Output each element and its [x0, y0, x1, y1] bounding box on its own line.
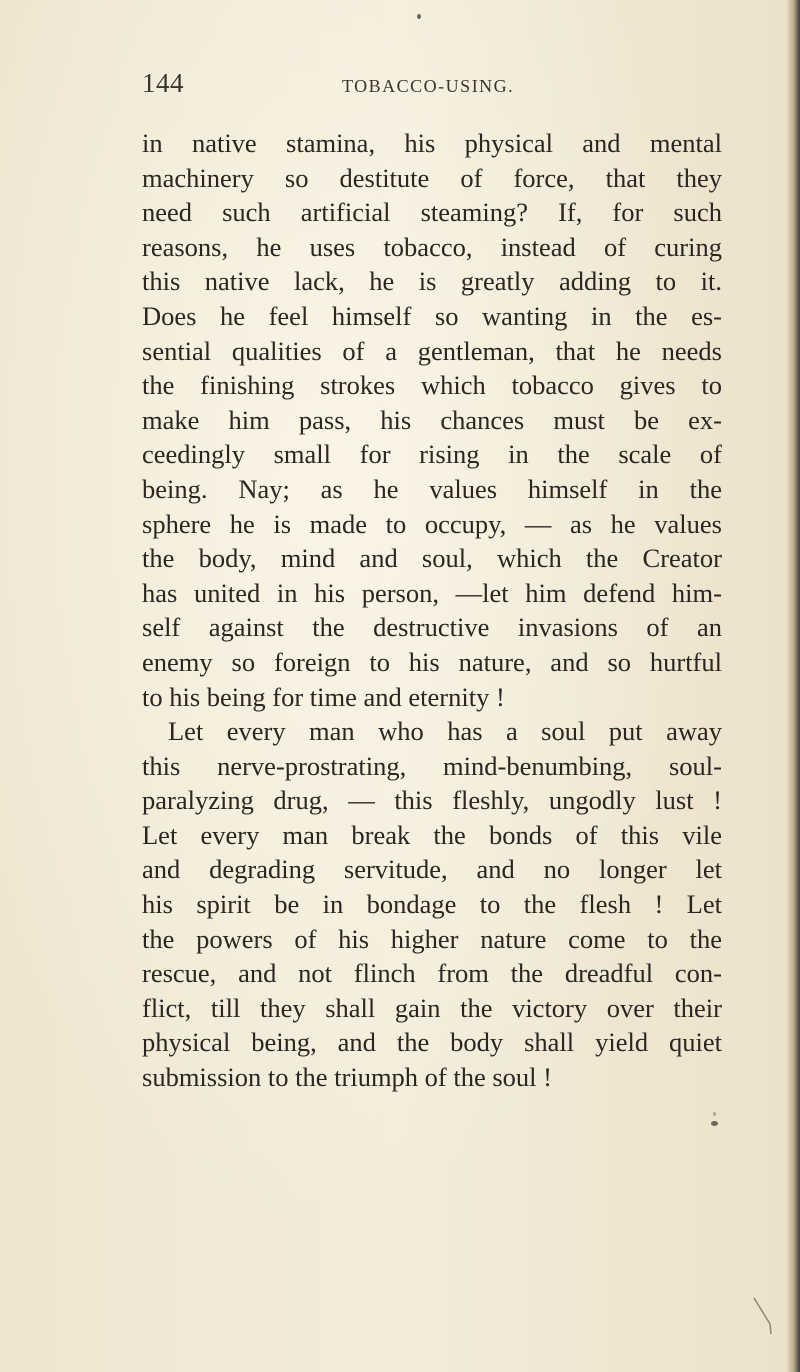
paper-speck	[713, 1112, 716, 1116]
text-line: reasons, he uses tobacco, instead of curing	[142, 231, 722, 262]
text-line: rescue, and not flinch from the dreadful con-	[142, 958, 722, 989]
paper-speck	[711, 1121, 718, 1126]
text-line: in native stamina, his physical and mental	[142, 128, 722, 158]
text-line: self against the destructive invasions of an	[142, 612, 722, 643]
running-head: TOBACCO-USING.	[342, 76, 515, 96]
page-header	[142, 68, 702, 108]
text-line: has united in his person, —let him defend him-	[142, 577, 722, 608]
body-text	[142, 126, 722, 1095]
text-line: this nerve-prostrating, mind-benumbing, soul-	[142, 750, 722, 781]
text-line: and degrading servitude, and no longer let	[142, 854, 722, 885]
pencil-mark	[752, 1296, 774, 1336]
text-line: paralyzing drug, — this fleshly, ungodly lust !	[142, 785, 722, 816]
text-line: make him pass, his chances must be ex-	[142, 404, 722, 435]
text-line: this native lack, he is greatly adding to it.	[142, 266, 722, 297]
paper-speck	[417, 14, 421, 19]
text-line: the finishing strokes which tobacco gives to	[142, 370, 722, 401]
text-line: physical being, and the body shall yield quiet	[142, 1027, 722, 1058]
text-line: need such artificial steaming? If, for such	[142, 197, 722, 228]
page-edge-shadow	[786, 0, 800, 1372]
text-line: Let every man who has a soul put away	[168, 716, 722, 747]
text-line: the body, mind and soul, which the Creator	[142, 543, 722, 574]
text-line: sphere he is made to occupy, — as he values	[142, 508, 722, 539]
text-line: to his being for time and eternity !	[142, 681, 505, 712]
text-line: Does he feel himself so wanting in the es-	[142, 300, 722, 331]
text-line: sential qualities of a gentleman, that he needs	[142, 335, 722, 366]
text-line: enemy so foreign to his nature, and so hurtful	[142, 646, 722, 677]
text-line: being. Nay; as he values himself in the	[142, 473, 722, 504]
text-line: ceedingly small for rising in the scale of	[142, 439, 722, 470]
text-line: submission to the triumph of the soul !	[142, 1062, 552, 1093]
text-line: the powers of his higher nature come to the	[142, 923, 722, 954]
page-number: 144	[142, 68, 184, 98]
text-line: machinery so destitute of force, that they	[142, 162, 722, 193]
text-line: Let every man break the bonds of this vile	[142, 819, 722, 850]
text-line: flict, till they shall gain the victory over their	[142, 992, 722, 1023]
text-line: his spirit be in bondage to the flesh ! Let	[142, 889, 722, 920]
